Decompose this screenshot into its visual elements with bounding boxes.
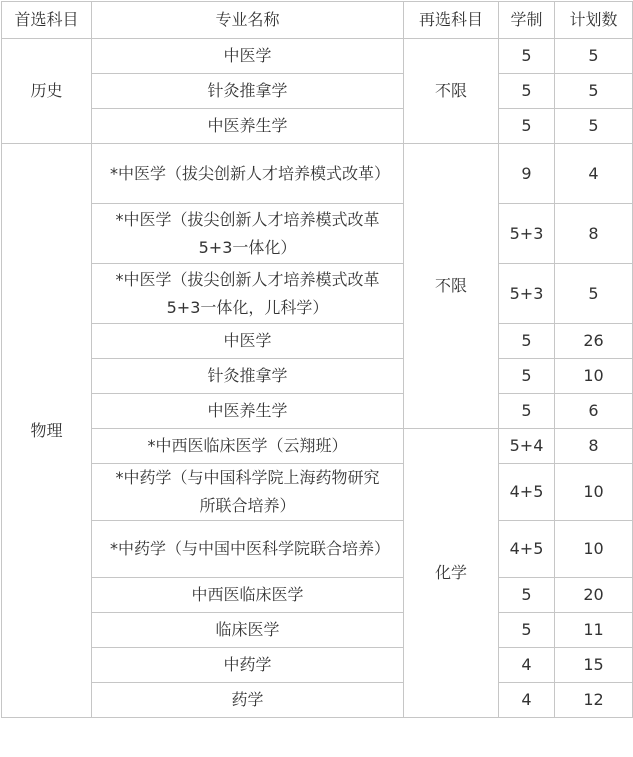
study-years-cell: 5+3 [499, 204, 555, 264]
table-row [2, 613, 633, 648]
plan-count-cell: 12 [555, 683, 633, 718]
major-name-cell: 中医学 [92, 39, 404, 74]
plan-count-cell: 5 [555, 74, 633, 109]
study-years-cell: 5 [499, 394, 555, 429]
plan-count-cell: 20 [555, 578, 633, 613]
table-row [2, 204, 633, 264]
table-row [2, 578, 633, 613]
header-study-years: 学制 [499, 2, 555, 39]
major-name-cell: 中医学 [92, 324, 404, 359]
major-name-cell: *中医学（拔尖创新人才培养模式改革） [92, 144, 404, 204]
header-first-subject: 首选科目 [2, 2, 92, 39]
reselect-subject-cell: 不限 [404, 39, 499, 144]
plan-count-cell: 26 [555, 324, 633, 359]
major-name-cell: 中医养生学 [92, 109, 404, 144]
major-name-cell: *中药学（与中国科学院上海药物研究所联合培养） [92, 464, 404, 521]
first-subject-cell: 历史 [2, 39, 92, 144]
major-name-cell: 药学 [92, 683, 404, 718]
major-name-cell: *中医学（拔尖创新人才培养模式改革5+3一体化） [92, 204, 404, 264]
plan-count-cell: 4 [555, 144, 633, 204]
study-years-cell: 5 [499, 359, 555, 394]
first-subject-cell: 物理 [2, 144, 92, 718]
table-row [2, 264, 633, 324]
table-row [2, 324, 633, 359]
major-name-cell: *中西医临床医学（云翔班） [92, 429, 404, 464]
study-years-cell: 4 [499, 683, 555, 718]
header-major-name: 专业名称 [92, 2, 404, 39]
study-years-cell: 9 [499, 144, 555, 204]
plan-count-cell: 10 [555, 521, 633, 578]
plan-count-cell: 8 [555, 429, 633, 464]
major-name-cell: 中药学 [92, 648, 404, 683]
major-name-cell: 针灸推拿学 [92, 359, 404, 394]
table-row [2, 109, 633, 144]
study-years-cell: 4+5 [499, 521, 555, 578]
enrollment-plan-table [1, 1, 633, 718]
table-row [2, 464, 633, 521]
table-row [2, 683, 633, 718]
table-row [2, 394, 633, 429]
plan-count-cell: 10 [555, 359, 633, 394]
table-row [2, 521, 633, 578]
table-row [2, 359, 633, 394]
plan-count-cell: 15 [555, 648, 633, 683]
study-years-cell: 5 [499, 74, 555, 109]
reselect-subject-cell: 不限 [404, 144, 499, 429]
header-plan-count: 计划数 [555, 2, 633, 39]
plan-count-cell: 5 [555, 109, 633, 144]
study-years-cell: 5 [499, 578, 555, 613]
plan-count-cell: 5 [555, 39, 633, 74]
major-name-cell: *中医学（拔尖创新人才培养模式改革5+3一体化，儿科学） [92, 264, 404, 324]
table-row [2, 648, 633, 683]
table-row [2, 39, 633, 74]
plan-count-cell: 6 [555, 394, 633, 429]
study-years-cell: 4 [499, 648, 555, 683]
header-row [2, 2, 633, 39]
study-years-cell: 5+3 [499, 264, 555, 324]
table-row [2, 429, 633, 464]
study-years-cell: 5 [499, 324, 555, 359]
major-name-cell: 中西医临床医学 [92, 578, 404, 613]
study-years-cell: 5+4 [499, 429, 555, 464]
major-name-cell: 临床医学 [92, 613, 404, 648]
plan-count-cell: 5 [555, 264, 633, 324]
major-name-cell: 针灸推拿学 [92, 74, 404, 109]
study-years-cell: 5 [499, 613, 555, 648]
table-row [2, 74, 633, 109]
plan-count-cell: 11 [555, 613, 633, 648]
plan-count-cell: 10 [555, 464, 633, 521]
study-years-cell: 5 [499, 109, 555, 144]
major-name-cell: *中药学（与中国中医科学院联合培养） [92, 521, 404, 578]
plan-count-cell: 8 [555, 204, 633, 264]
major-name-cell: 中医养生学 [92, 394, 404, 429]
reselect-subject-cell: 化学 [404, 429, 499, 718]
study-years-cell: 4+5 [499, 464, 555, 521]
table-row [2, 144, 633, 204]
study-years-cell: 5 [499, 39, 555, 74]
header-reselect-subject: 再选科目 [404, 2, 499, 39]
